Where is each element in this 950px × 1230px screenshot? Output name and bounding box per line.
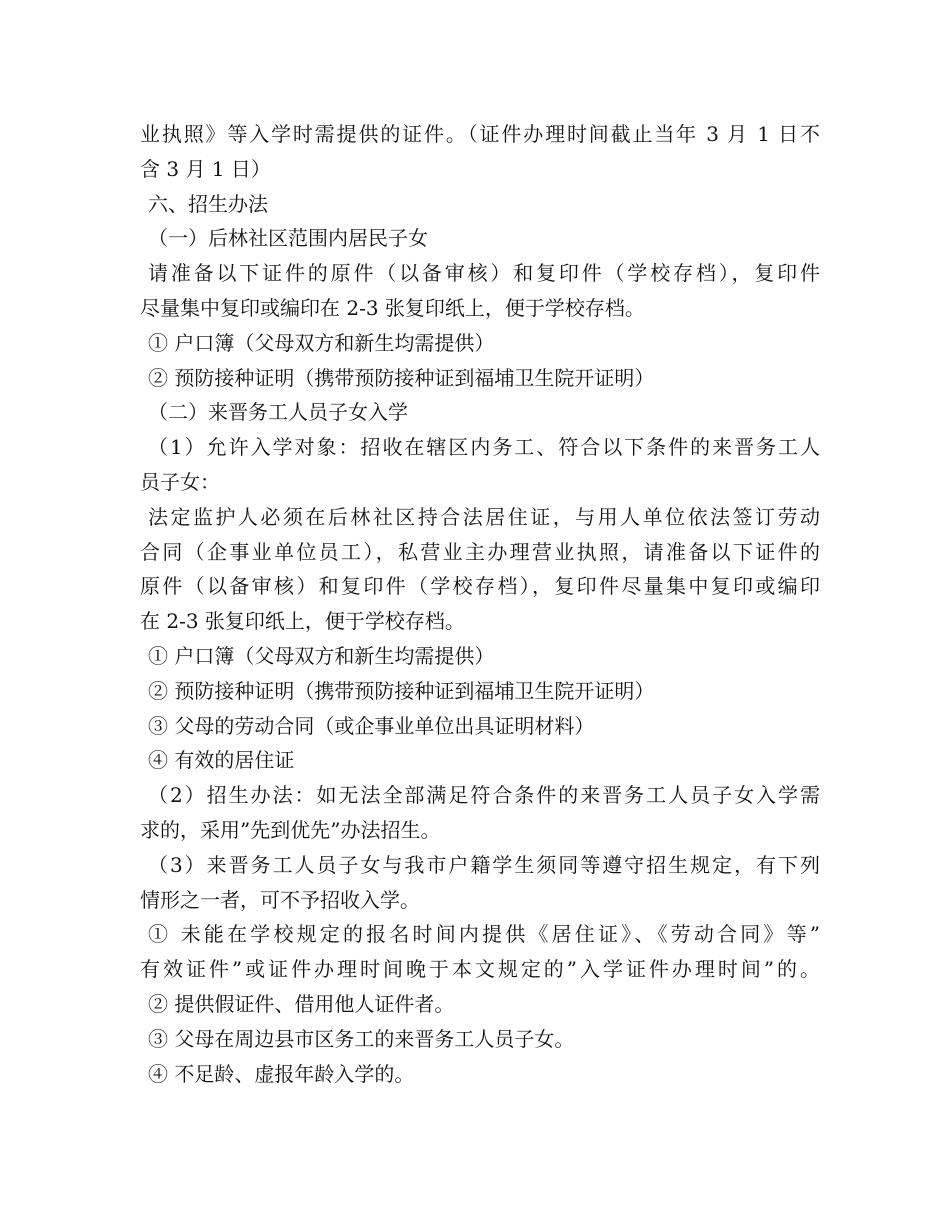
text-line: 员子女： [140, 469, 220, 494]
text-line: 六、招生办法 [148, 191, 268, 216]
text-line: ② 预防接种证明（携带预防接种证到福埔卫生院开证明） [148, 678, 655, 703]
text-line: 情形之一者，可不予招收入学。 [140, 887, 420, 912]
text-line: ② 提供假证件、借用他人证件者。 [148, 991, 455, 1016]
text-line: ① 未能在学校规定的报名时间内提供《居住证》、《劳动合同》等” [148, 922, 820, 947]
text-line: ④ 有效的居住证 [148, 748, 295, 773]
text-line: 有效证件”或证件办理时间晚于本文规定的”入学证件办理时间”的。 [140, 957, 820, 982]
text-line: ③ 父母的劳动合同（或企事业单位出具证明材料） [148, 713, 595, 738]
text-line: 含 3 月 1 日） [140, 156, 271, 181]
text-line: 合同（企事业单位员工），私营业主办理营业执照，请准备以下证件的 [140, 539, 820, 564]
text-line: ④ 不足龄、虚报年龄入学的。 [148, 1061, 415, 1086]
text-line: 业执照》等入学时需提供的证件。（证件办理时间截止当年 3 月 1 日不 [140, 122, 820, 146]
text-line: 原件（以备审核）和复印件（学校存档），复印件尽量集中复印或编印 [140, 574, 820, 599]
text-line: 求的，采用”先到优先”办法招生。 [140, 817, 441, 842]
text-line: ① 户口簿（父母双方和新生均需提供） [148, 643, 495, 668]
text-line: （3）来晋务工人员子女与我市户籍学生须同等遵守招生规定，有下列 [148, 852, 820, 877]
text-line: ① 户口簿（父母双方和新生均需提供） [148, 330, 495, 355]
text-line: （一）后林社区范围内居民子女 [148, 226, 428, 251]
text-line: （2）招生办法：如无法全部满足符合条件的来晋务工人员子女入学需 [148, 783, 820, 808]
text-line: 在 2-3 张复印纸上，便于学校存档。 [140, 609, 465, 634]
text-line: 尽量集中复印或编印在 2-3 张复印纸上，便于学校存档。 [140, 295, 645, 320]
text-line: ③ 父母在周边县市区务工的来晋务工人员子女。 [148, 1026, 575, 1051]
document-body [140, 117, 820, 1091]
text-line: （二）来晋务工人员子女入学 [148, 400, 408, 425]
text-line: 法定监护人必须在后林社区持合法居住证，与用人单位依法签订劳动 [148, 504, 820, 529]
text-line: （1）允许入学对象：招收在辖区内务工、符合以下条件的来晋务工人 [148, 435, 820, 460]
text-line: 请准备以下证件的原件（以备审核）和复印件（学校存档），复印件 [148, 261, 820, 286]
text-line: ② 预防接种证明（携带预防接种证到福埔卫生院开证明） [148, 365, 655, 390]
